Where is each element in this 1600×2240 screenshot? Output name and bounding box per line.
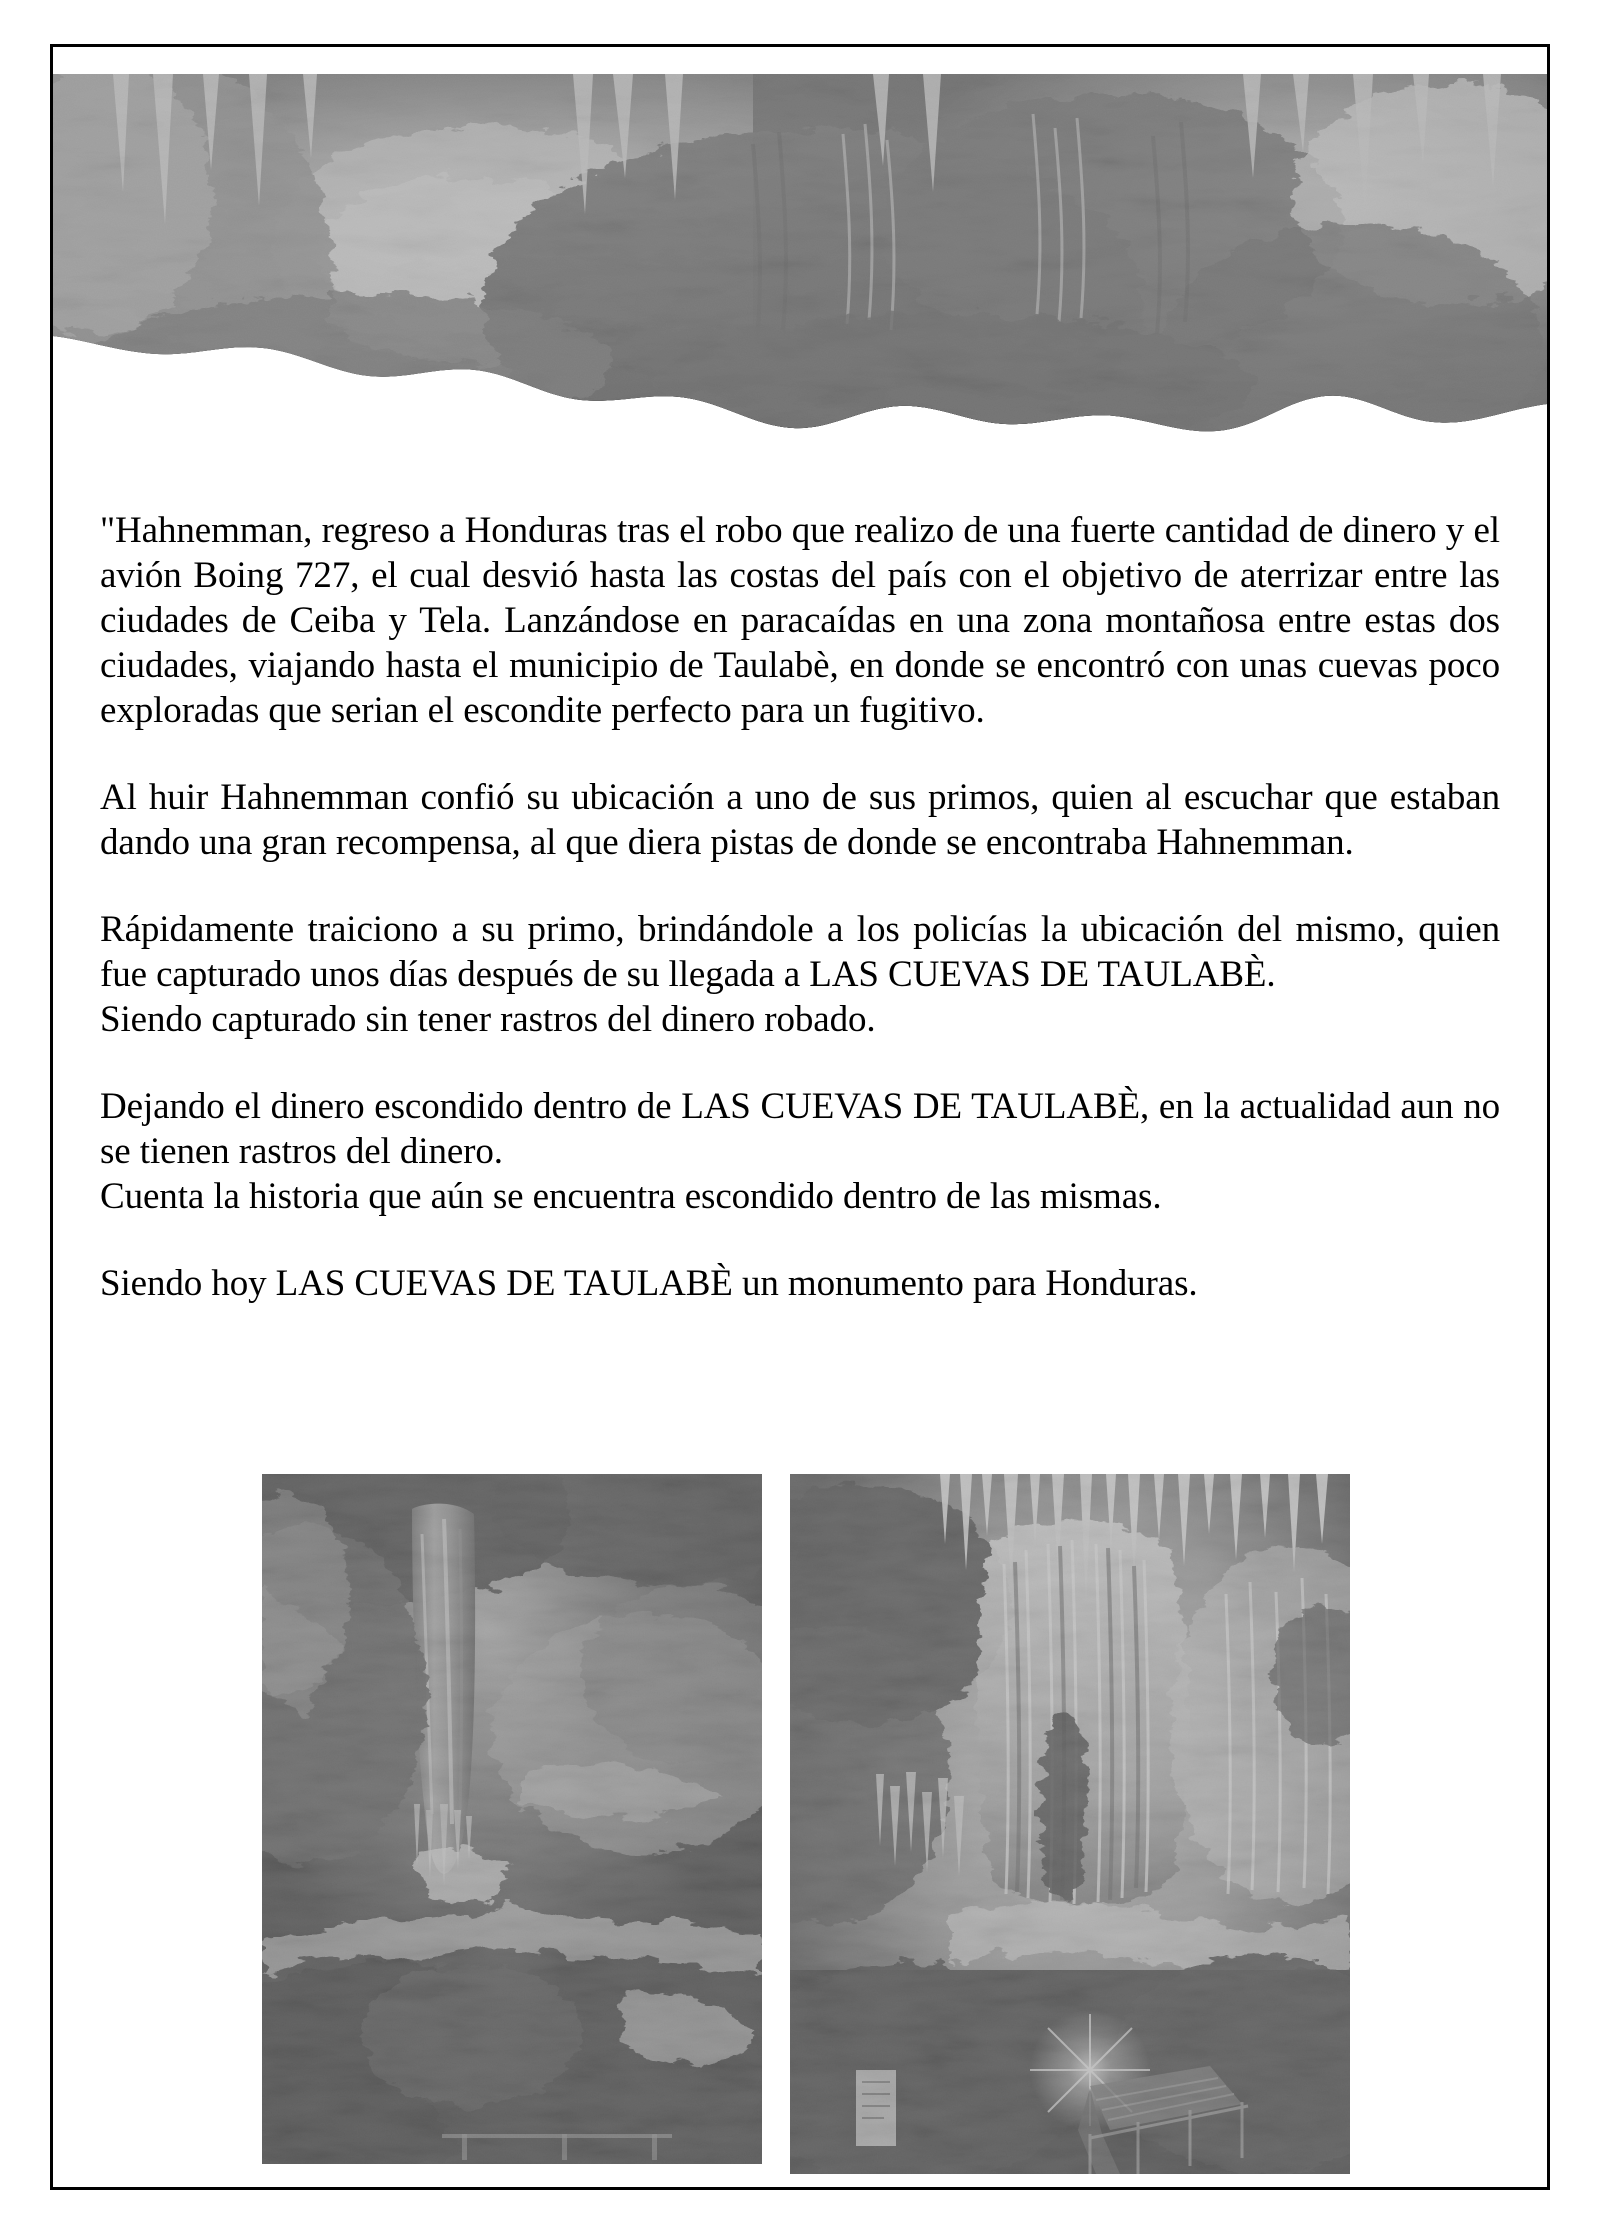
- gallery-right-photo-svg: [790, 1474, 1350, 2174]
- hero-photo-svg: [53, 74, 1547, 477]
- paragraph-4: Siendo capturado sin tener rastros del dinero robado.: [100, 999, 876, 1040]
- paragraph-3: Rápidamente traiciono a su primo, brindándole a los policías la ubicación del mismo, quien fue capturado unos días después de su llegada a LAS CUEVAS DE TAULABÈ.: [100, 909, 1500, 995]
- article-body: [100, 508, 1500, 1306]
- paragraph-7: Siendo hoy LAS CUEVAS DE TAULABÈ un monumento para Honduras.: [100, 1263, 1198, 1304]
- paragraph-2: Al huir Hahnemman confió su ubicación a uno de sus primos, quien al escuchar que estaban dando una gran recompensa, al que diera pistas de donde se encontraba Hahnemman.: [100, 777, 1500, 863]
- paragraph-5: Dejando el dinero escondido dentro de LAS CUEVAS DE TAULABÈ, en la actualidad aun no se tienen rastros del dinero.: [100, 1086, 1500, 1172]
- cave-interior-panorama-image: [53, 74, 1547, 477]
- paragraph-6: Cuenta la historia que aún se encuentra escondido dentro de las mismas.: [100, 1176, 1162, 1217]
- cave-photo-gallery: [262, 1474, 1362, 2174]
- gallery-left-photo-svg: [262, 1474, 762, 2164]
- cave-column-formation-image: [262, 1474, 762, 2164]
- cave-draperies-walkway-image: [790, 1474, 1350, 2174]
- paragraph-1: "Hahnemman, regreso a Honduras tras el robo que realizo de una fuerte cantidad de dinero y el avión Boing 727, el cual desvió hasta las costas del país con el objetivo de aterrizar entre las ciudades de Ceiba y Tela. Lanzándose en paracaídas en una zona montañosa entre estas dos ciudades, viajando hasta el municipio de Taulabè, en donde se encontró con unas cuevas poco exploradas que serian el escondite perfecto para un fugitivo.: [100, 510, 1500, 731]
